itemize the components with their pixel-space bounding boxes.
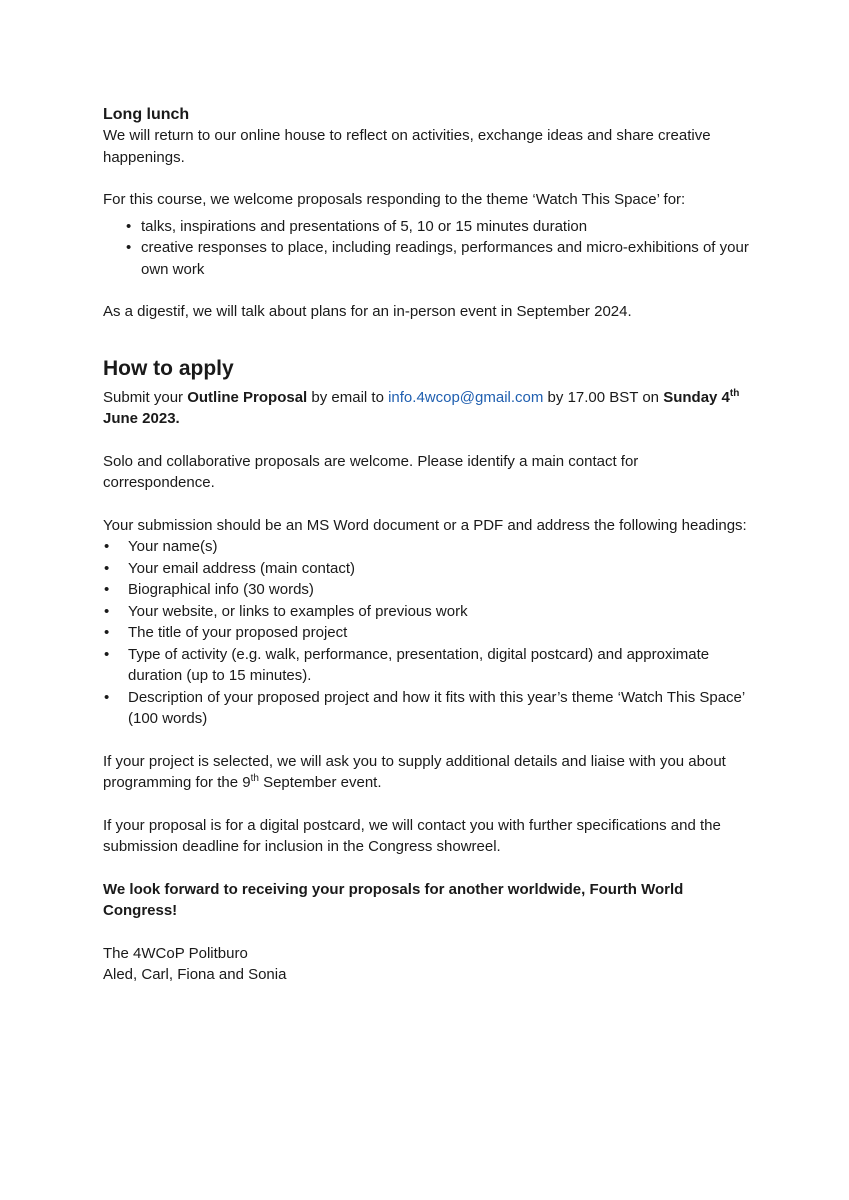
long-lunch-heading: Long lunch xyxy=(103,106,190,123)
signature-line-1: The 4WCoP Politburo xyxy=(103,944,248,962)
format-intro: Your submission should be an MS Word document or a PDF and address the following headings: xyxy=(103,516,747,534)
signature-line-2: Aled, Carl, Fiona and Sonia xyxy=(103,966,287,983)
proposal-types-list xyxy=(103,216,753,281)
list-item: • talks, inspirations and presentations of 5, 10 or 15 minutes duration xyxy=(103,216,753,238)
selected-text: If your project is selected, we will ask you to supply additional details and liaise with you about programming for the 9th September event. xyxy=(103,752,726,791)
proposals-intro: For this course, we welcome proposals responding to the theme ‘Watch This Space’ for: xyxy=(103,191,686,208)
list-item: • Description of your proposed project and how it fits with this year’s theme ‘Watch This Space’ (100 words) xyxy=(103,687,753,730)
outline-proposal-label: Outline Proposal xyxy=(187,388,308,406)
closing-text: We look forward to receiving your proposals for another worldwide, Fourth World Congress! xyxy=(103,880,684,919)
list-item: • Biographical info (30 words) xyxy=(103,579,753,601)
document-page xyxy=(103,104,753,986)
solo-collab-text: Solo and collaborative proposals are welcome. Please identify a main contact for correspondence. xyxy=(103,452,639,491)
list-item: • Your name(s) xyxy=(103,536,753,558)
email-link[interactable]: info.4wcop@gmail.com xyxy=(388,388,544,406)
how-to-apply-heading: How to apply xyxy=(103,356,234,380)
list-item: • Your website, or links to examples of previous work xyxy=(103,601,753,623)
submit-instructions: Submit your Outline Proposal by email to info.4wcop@gmail.com by 17.00 BST on Sunday 4th June 2023. xyxy=(103,387,740,427)
digestif-text: As a digestif, we will talk about plans for an in-person event in September 2024. xyxy=(103,303,632,320)
list-item: • Type of activity (e.g. walk, performance, presentation, digital postcard) and approximate duration (up to 15 minutes). xyxy=(103,644,753,687)
submission-headings-list xyxy=(103,536,753,730)
postcard-text: If your proposal is for a digital postcard, we will contact you with further specifications and the submission deadline for inclusion in the Congress showreel. xyxy=(103,816,721,855)
list-item: • The title of your proposed project xyxy=(103,622,753,644)
deadline-date: Sunday 4th June 2023. xyxy=(103,387,740,427)
list-item: • Your email address (main contact) xyxy=(103,558,753,580)
list-item: • creative responses to place, including readings, performances and micro-exhibitions of your own work xyxy=(103,237,753,280)
long-lunch-text: We will return to our online house to reflect on activities, exchange ideas and share creative happenings. xyxy=(103,127,711,166)
